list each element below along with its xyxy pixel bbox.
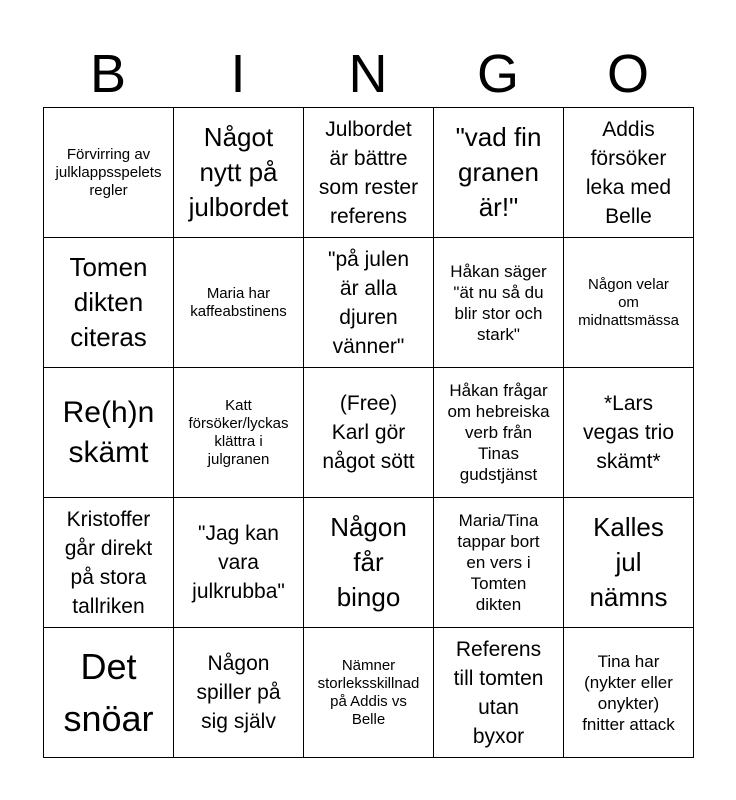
- header-letter-b: B: [89, 44, 127, 104]
- bingo-cell-r3c4[interactable]: Håkan frågar om hebreiska verb från Tinas gudstjänst: [434, 368, 564, 498]
- bingo-cell-r4c4[interactable]: Maria/Tina tappar bort en vers i Tomten dikten: [434, 498, 564, 628]
- bingo-cell-r2c5[interactable]: Någon velar om midnattsmässa: [564, 238, 694, 368]
- bingo-cell-r5c4[interactable]: Referens till tomten utan byxor: [434, 628, 564, 758]
- header-letter-n: N: [348, 44, 388, 104]
- header-letter-i: I: [230, 44, 246, 104]
- bingo-cell-r5c5[interactable]: Tina har (nykter eller onykter) fnitter attack: [564, 628, 694, 758]
- bingo-cell-r3c2[interactable]: Katt försöker/lyckas klättra i julgranen: [174, 368, 304, 498]
- bingo-cell-r2c1[interactable]: Tomen dikten citeras: [44, 238, 174, 368]
- bingo-board: [43, 107, 694, 758]
- bingo-cell-r2c2[interactable]: Maria har kaffeabstinens: [174, 238, 304, 368]
- bingo-cell-r3c3[interactable]: (Free) Karl gör något sött: [304, 368, 434, 498]
- bingo-cell-r5c3[interactable]: Nämner storleksskillnad på Addis vs Belle: [304, 628, 434, 758]
- bingo-cell-r1c3[interactable]: Julbordet är bättre som rester referens: [304, 108, 434, 238]
- bingo-cell-r1c5[interactable]: Addis försöker leka med Belle: [564, 108, 694, 238]
- bingo-cell-r5c2[interactable]: Någon spiller på sig själv: [174, 628, 304, 758]
- bingo-cell-r3c1[interactable]: Re(h)n skämt: [44, 368, 174, 498]
- bingo-cell-r2c4[interactable]: Håkan säger "ät nu så du blir stor och stark": [434, 238, 564, 368]
- bingo-header: [43, 40, 693, 108]
- bingo-cell-r1c2[interactable]: Något nytt på julbordet: [174, 108, 304, 238]
- bingo-cell-r1c4[interactable]: "vad fin granen är!": [434, 108, 564, 238]
- bingo-cell-r3c5[interactable]: *Lars vegas trio skämt*: [564, 368, 694, 498]
- bingo-cell-r2c3[interactable]: "på julen är alla djuren vänner": [304, 238, 434, 368]
- header-letter-o: O: [606, 44, 649, 104]
- bingo-cell-r4c5[interactable]: Kalles jul nämns: [564, 498, 694, 628]
- bingo-cell-r1c1[interactable]: Förvirring av julklappsspelets regler: [44, 108, 174, 238]
- bingo-cell-r4c3[interactable]: Någon får bingo: [304, 498, 434, 628]
- bingo-cell-r5c1[interactable]: Det snöar: [44, 628, 174, 758]
- header-letter-g: G: [476, 44, 519, 104]
- bingo-cell-r4c2[interactable]: "Jag kan vara julkrubba": [174, 498, 304, 628]
- bingo-cell-r4c1[interactable]: Kristoffer går direkt på stora tallriken: [44, 498, 174, 628]
